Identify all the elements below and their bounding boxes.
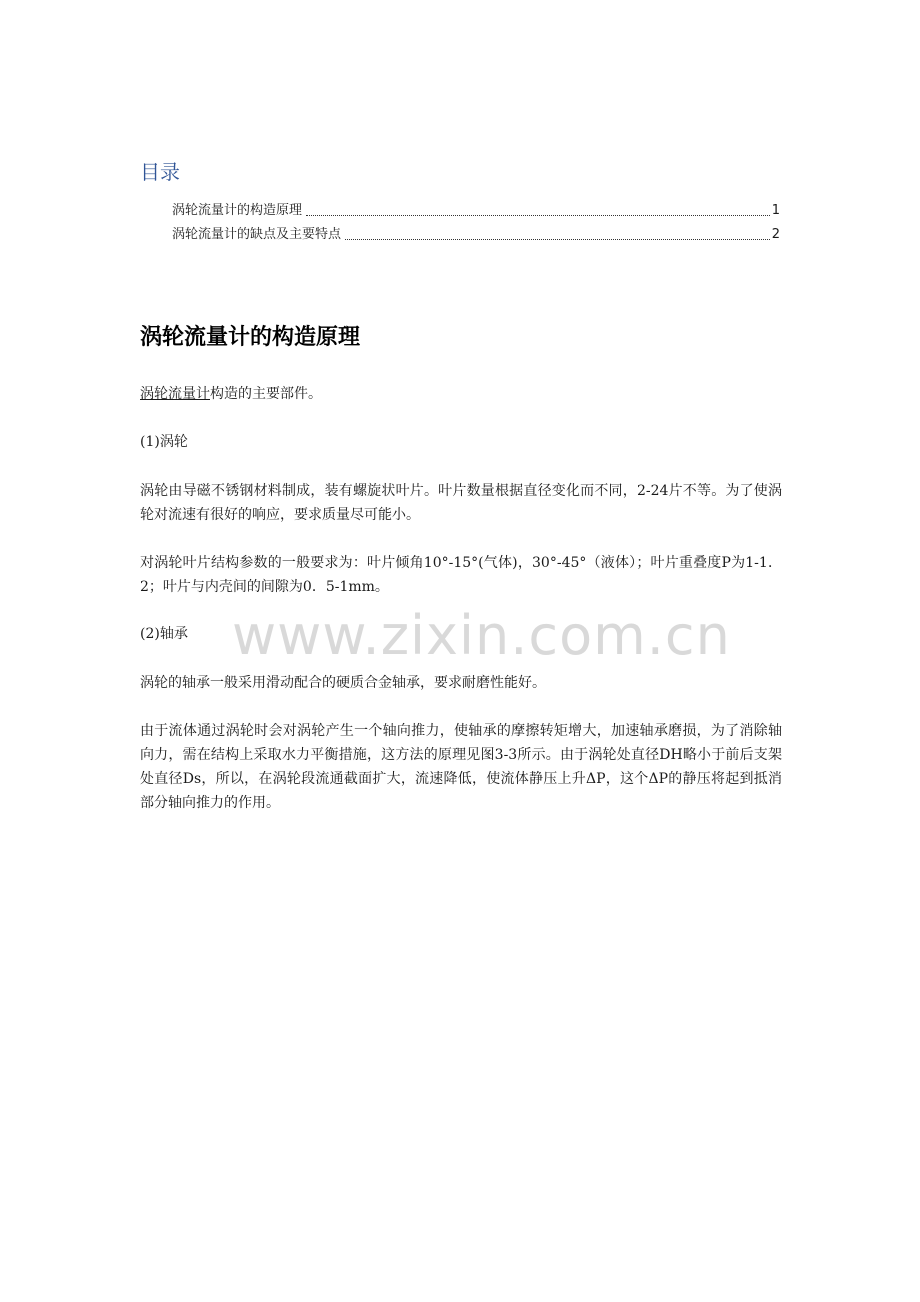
subheading-turbine: (1)涡轮 [140,434,188,450]
paragraph-bearing: 涡轮的轴承一般采用滑动配合的硬质合金轴承，要求耐磨性能好。 [140,675,546,691]
toc-entry-features[interactable] [172,224,780,244]
paragraph-axial-thrust: 由于流体通过涡轮时会对涡轮产生一个轴向推力，使轴承的摩擦转矩增大，加速轴承磨损，为了消除轴向力，需在结构上采取水力平衡措施，这方法的原理见图3-3所示。由于涡轮处直径DH略小于前后支架处直径Ds，所以，在涡轮段流通截面扩大，流速降低，使流体静压上升ΔP，这个ΔP的静压将起到抵消部分轴向推力的作用。 [140,723,782,811]
toc-entry-text: 涡轮流量计的构造原理 [172,203,303,218]
intro-text: 构造的主要部件。 [210,386,322,402]
toc-title: 目录 [140,160,180,184]
toc-entry-page: 2 [771,227,780,242]
subheading-bearing: (2)轴承 [140,626,188,642]
watermark: www.zixin.com.cn [232,604,731,667]
intro-paragraph [140,382,782,406]
paragraph-blade-params: 对涡轮叶片结构参数的一般要求为：叶片倾角10°-15°(气体)，30°-45°（液体）；叶片重叠度P为1-1．2；叶片与内壳间的间隙为0．5-1mm。 [140,555,782,595]
toc-entry-construction[interactable] [172,200,780,220]
toc-leader-dots [306,214,770,216]
toc-entry-text: 涡轮流量计的缺点及主要特点 [172,227,342,242]
toc-entry-page: 1 [771,203,780,218]
flowmeter-link[interactable]: 涡轮流量计 [140,386,210,402]
section-heading: 涡轮流量计的构造原理 [140,325,361,350]
toc-leader-dots [345,238,770,240]
paragraph-turbine: 涡轮由导磁不锈钢材料制成，装有螺旋状叶片。叶片数量根据直径变化而不同，2-24片不等。为了使涡轮对流速有很好的响应，要求质量尽可能小。 [140,483,782,523]
